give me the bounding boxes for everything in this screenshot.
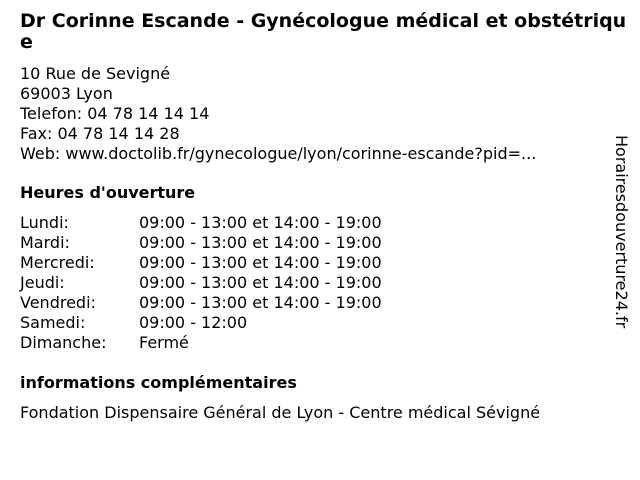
day-label: Dimanche: [20,333,107,352]
day-label: Samedi: [20,313,86,332]
time-value: 09:00 - 13:00 et 14:00 - 19:00 [139,253,382,272]
city-address: 69003 Lyon [20,84,113,103]
hours-row [20,313,382,333]
day-label: Jeudi: [20,273,65,292]
watermark [611,135,633,345]
hours-row [20,233,382,253]
info-text: Fondation Dispensaire Général de Lyon - Centre médical Sévigné [20,403,541,422]
info-heading: informations complémentaires [20,373,297,392]
time-value: 09:00 - 12:00 [139,313,248,332]
street-address: 10 Rue de Sevigné [20,64,171,83]
page-title: Dr Corinne Escande - Gynécologue médical et obstétrique [20,10,627,53]
time-value: 09:00 - 13:00 et 14:00 - 19:00 [139,293,382,312]
time-value: Fermé [139,333,189,352]
time-value: 09:00 - 13:00 et 14:00 - 19:00 [139,233,382,252]
time-value: 09:00 - 13:00 et 14:00 - 19:00 [139,273,382,292]
time-value: 09:00 - 13:00 et 14:00 - 19:00 [139,213,382,232]
hours-heading: Heures d'ouverture [20,183,196,202]
hours-row [20,213,382,233]
day-label: Vendredi: [20,293,96,312]
day-label: Mercredi: [20,253,95,272]
hours-row [20,333,382,353]
address-block [20,64,536,164]
day-label: Lundi: [20,213,69,232]
watermark-text: Horairesdouverture24.fr [612,135,631,329]
hours-row [20,253,382,273]
hours-row [20,293,382,313]
website-link[interactable]: Web: www.doctolib.fr/gynecologue/lyon/corinne-escande?pid=... [20,144,537,163]
opening-hours-table [20,213,382,353]
fax-number: Fax: 04 78 14 14 28 [20,124,180,143]
phone-number: Telefon: 04 78 14 14 14 [20,104,210,123]
hours-row [20,273,382,293]
day-label: Mardi: [20,233,70,252]
